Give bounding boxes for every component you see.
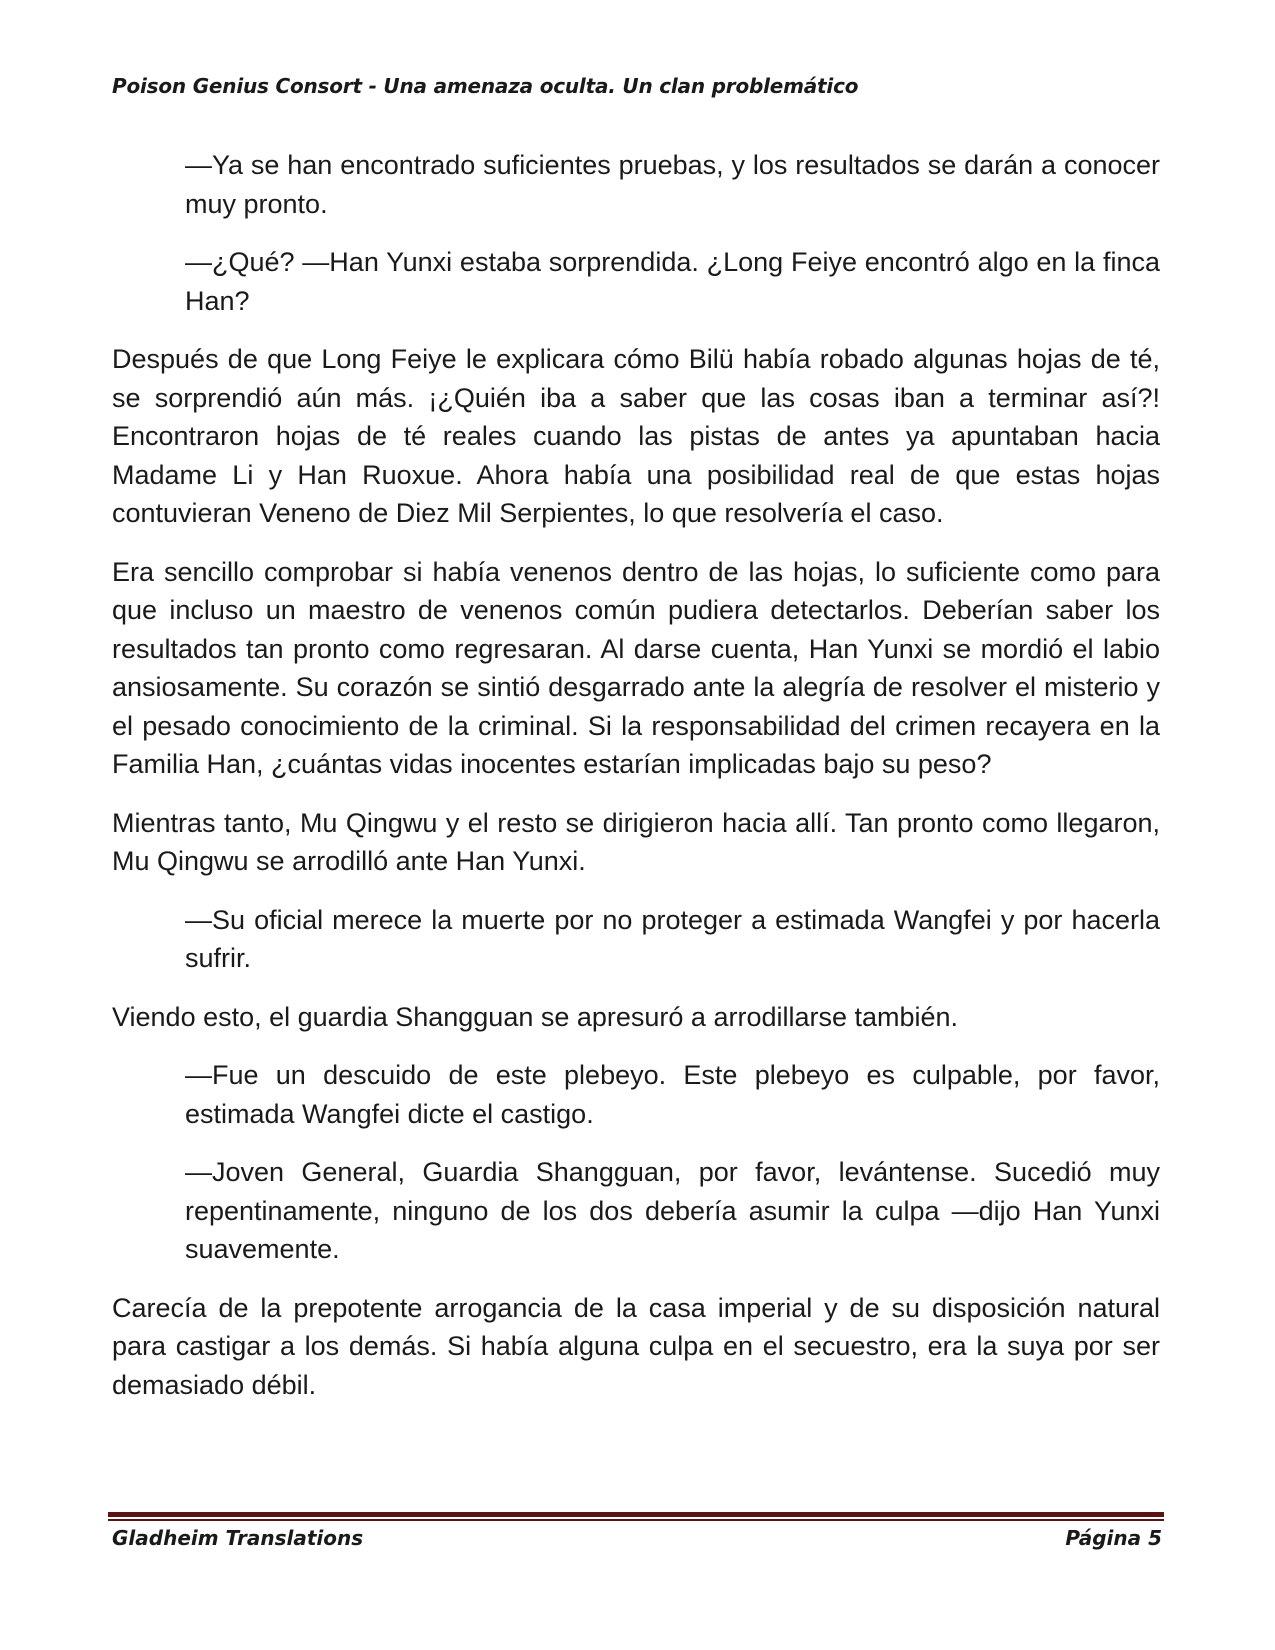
running-header: Poison Genius Consort - Una amenaza oculta. Un clan problemático <box>112 74 859 98</box>
body-text <box>112 146 1160 1424</box>
paragraph-narration: Viendo esto, el guardia Shangguan se apresuró a arrodillarse también. <box>112 1001 959 1032</box>
footer-divider <box>108 1512 1164 1522</box>
paragraph-dialogue: —Joven General, Guardia Shangguan, por favor, levántense. Sucedió muy repentinamente, ninguno de los dos debería asumir la culpa —dijo Han Yunxi suavemente. <box>185 1157 1160 1264</box>
paragraph-dialogue: —Su oficial merece la muerte por no proteger a estimada Wangfei y por hacerla sufrir. <box>185 904 1160 973</box>
paragraph-dialogue: —Ya se han encontrado suficientes pruebas, y los resultados se darán a conocer muy pronto. <box>185 150 1160 219</box>
paragraph-narration: Carecía de la prepotente arrogancia de la casa imperial y de su disposición natural para castigar a los demás. Si había alguna culpa en el secuestro, era la suya por ser demasiado débil. <box>112 1292 1160 1400</box>
paragraph-dialogue: —Fue un descuido de este plebeyo. Este plebeyo es culpable, por favor, estimada Wangfei dicte el castigo. <box>185 1060 1160 1129</box>
paragraph-narration: Mientras tanto, Mu Qingwu y el resto se dirigieron hacia allí. Tan pronto como llegaron, Mu Qingwu se arrodilló ante Han Yunxi. <box>112 807 1160 876</box>
paragraph-dialogue: —¿Qué? —Han Yunxi estaba sorprendida. ¿Long Feiye encontró algo en la finca Han? <box>185 247 1160 316</box>
paragraph-narration: Era sencillo comprobar si había venenos dentro de las hojas, lo suficiente como para que incluso un maestro de venenos común pudiera detectarlos. Deberían saber los resultados tan pronto como regresaran. Al darse cuenta, Han Yunxi se mordió el labio ansiosamente. Su corazón se sintió desgarrado ante la alegría de resolver el misterio y el pesado conocimiento de la criminal. Si la responsabilidad del crimen recayera en la Familia Han, ¿cuántas vidas inocentes estarían implicadas bajo su peso? <box>112 556 1160 779</box>
paragraph-narration: Después de que Long Feiye le explicara cómo Bilü había robado algunas hojas de té, se sorprendió aún más. ¡¿Quién iba a saber que las cosas iban a terminar así?! Encontraron hojas de té reales cuando las pistas de antes ya apuntaban hacia Madame Li y Han Ruoxue. Ahora había una posibilidad real de que estas hojas contuvieran Veneno de Diez Mil Serpientes, lo que resolvería el caso. <box>112 344 1160 528</box>
page-number: Página 5 <box>1065 1526 1162 1550</box>
footer-publisher: Gladheim Translations <box>112 1526 364 1550</box>
